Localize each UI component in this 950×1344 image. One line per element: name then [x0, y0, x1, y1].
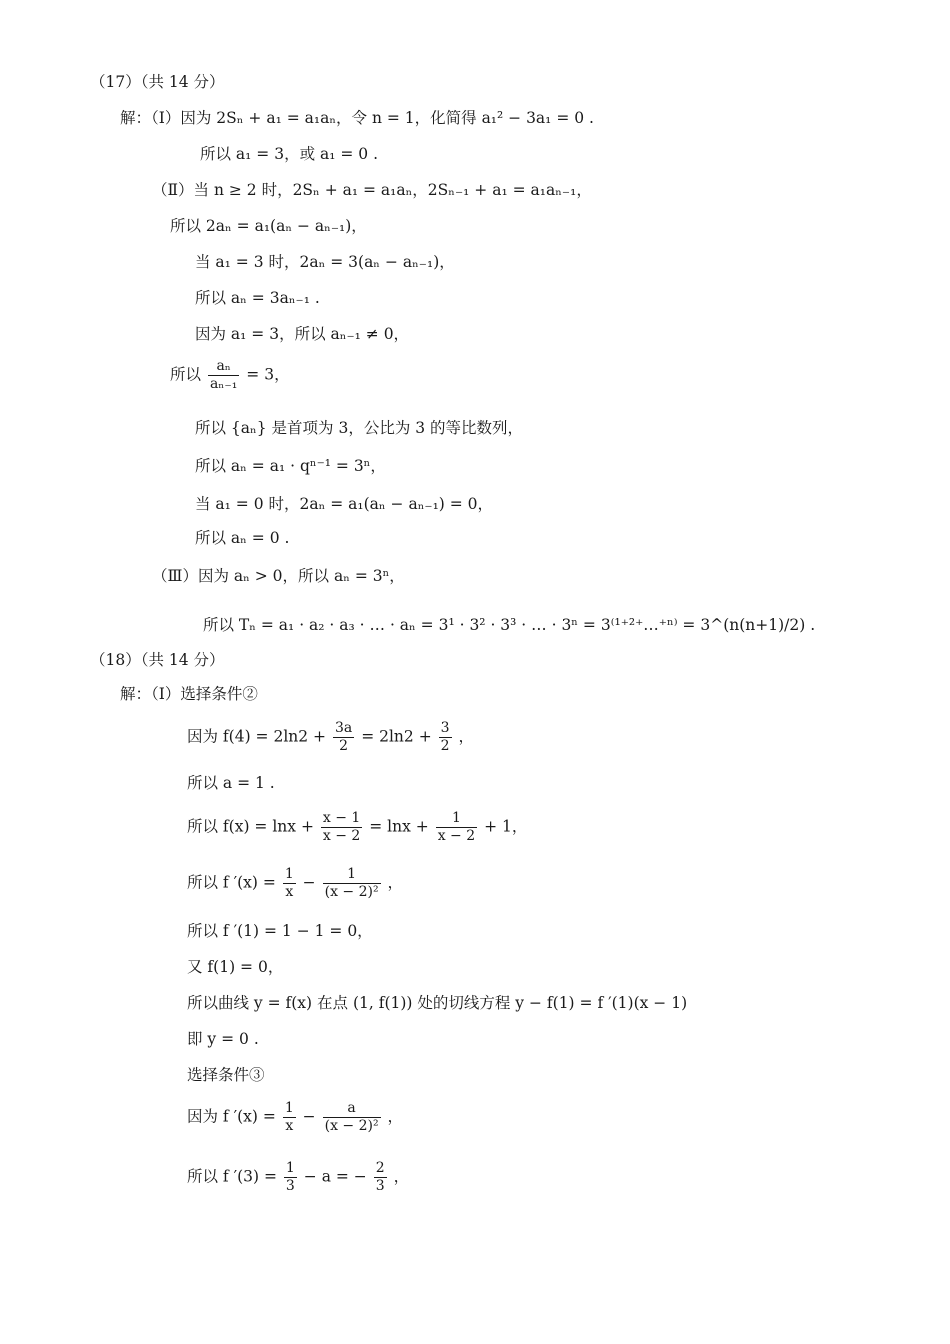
q17-ratio-line [170, 358, 290, 393]
q17-line: 当 a₁ = 0 时，2aₙ = a₁(aₙ − aₙ₋₁) = 0， [195, 495, 494, 513]
text: 所以 f ′(3) = [187, 1167, 277, 1186]
numerator: a [323, 1100, 381, 1118]
q18-condition3-line: 选择条件③ [187, 1066, 265, 1084]
q17-part3-line: （Ⅲ）因为 aₙ > 0，所以 aₙ = 3ⁿ， [152, 567, 405, 585]
numerator: 1 [323, 866, 381, 884]
text: ， [387, 1107, 404, 1126]
q18-line [187, 720, 474, 755]
denominator: 3 [285, 1178, 295, 1194]
numerator: 1 [284, 866, 294, 882]
fraction [208, 358, 239, 393]
text: ， [458, 727, 474, 746]
q18-tangent-line: 所以曲线 y = f(x) 在点 (1, f(1)) 处的切线方程 y − f(1) = f ′(1)(x − 1) [187, 994, 688, 1012]
q17-product-line: 所以 Tₙ = a₁ · a₂ · a₃ · … · aₙ = 3¹ · 3² · 3³ · … · 3ⁿ = 3⁽¹⁺²⁺…⁺ⁿ⁾ = 3^(n(n+1)/2) . [203, 616, 816, 634]
text: + 1， [484, 817, 528, 836]
fraction [283, 866, 296, 901]
q17-line: 当 a₁ = 3 时，2aₙ = 3(aₙ − aₙ₋₁)， [195, 253, 455, 271]
numerator: 1 [285, 1160, 295, 1176]
text: 所以 [170, 365, 202, 384]
fraction [323, 1100, 381, 1135]
text: 因为 f(4) = 2ln2 + [187, 727, 327, 746]
denominator: (x − 2)² [324, 884, 379, 900]
q18-line [187, 1160, 409, 1195]
denominator: x [285, 1118, 294, 1134]
denominator: 2 [339, 738, 349, 754]
fraction [321, 810, 362, 845]
numerator: 3a [334, 720, 353, 736]
denominator: x − 2 [437, 828, 476, 844]
numerator: 1 [284, 1100, 294, 1116]
text: ， [387, 873, 404, 892]
q17-part2-line: （Ⅱ）当 n ≥ 2 时，2Sₙ + a₁ = a₁aₙ，2Sₙ₋₁ + a₁ = a₁aₙ₋₁， [152, 181, 592, 199]
denominator: 3 [375, 1178, 385, 1194]
q18-line [187, 866, 403, 901]
fraction [284, 1160, 297, 1195]
q18-line: 所以 f ′(1) = 1 − 1 = 0， [187, 922, 373, 940]
q17-header: （17）（共 14 分） [90, 73, 225, 91]
text: 所以 f(x) = lnx + [187, 817, 314, 836]
text: = 3， [246, 365, 290, 384]
q17-line: 所以 2aₙ = a₁(aₙ − aₙ₋₁)， [170, 217, 367, 235]
fraction [436, 810, 477, 845]
fraction [333, 720, 354, 755]
text: = 2ln2 + [361, 727, 432, 746]
text: − [302, 873, 316, 892]
q17-line: 所以 a₁ = 3，或 a₁ = 0 . [200, 145, 379, 163]
fraction [439, 720, 452, 755]
text: − [302, 1107, 316, 1126]
denominator: 2 [440, 738, 450, 754]
text: 所以 f ′(x) = [187, 873, 276, 892]
fraction [323, 866, 381, 901]
q18-line [187, 1100, 403, 1135]
q18-line: 所以 a = 1 . [187, 774, 275, 792]
denominator: x [285, 884, 294, 900]
q18-line: 又 f(1) = 0， [187, 958, 284, 976]
text: ， [393, 1167, 410, 1186]
numerator: x − 1 [322, 810, 361, 826]
numerator: 1 [436, 810, 477, 828]
q18-header: （18）（共 14 分） [90, 651, 225, 669]
q17-line: 所以 aₙ = a₁ · qⁿ⁻¹ = 3ⁿ， [195, 457, 386, 475]
numerator: aₙ [208, 358, 239, 376]
numerator: 2 [375, 1160, 385, 1176]
q17-line: 所以 {aₙ} 是首项为 3，公比为 3 的等比数列， [195, 419, 524, 437]
q17-line: 因为 a₁ = 3，所以 aₙ₋₁ ≠ 0， [195, 325, 410, 343]
text: 因为 f ′(x) = [187, 1107, 276, 1126]
q18-line: 即 y = 0 . [187, 1030, 259, 1048]
q18-part1-line: 解：（Ⅰ）选择条件② [120, 685, 258, 703]
denominator: x − 2 [322, 828, 361, 844]
fraction [283, 1100, 296, 1135]
numerator: 3 [440, 720, 450, 736]
fraction [374, 1160, 387, 1195]
q18-line [187, 810, 527, 845]
text: − a = − [303, 1167, 367, 1186]
text: = lnx + [369, 817, 429, 836]
q17-line: 所以 aₙ = 3aₙ₋₁ . [195, 289, 320, 307]
denominator: aₙ₋₁ [209, 376, 238, 392]
denominator: (x − 2)² [324, 1118, 379, 1134]
q17-part1-line: 解：（Ⅰ）因为 2Sₙ + a₁ = a₁aₙ，令 n = 1，化简得 a₁² − 3a₁ = 0 . [120, 109, 594, 127]
q17-line: 所以 aₙ = 0 . [195, 529, 290, 547]
